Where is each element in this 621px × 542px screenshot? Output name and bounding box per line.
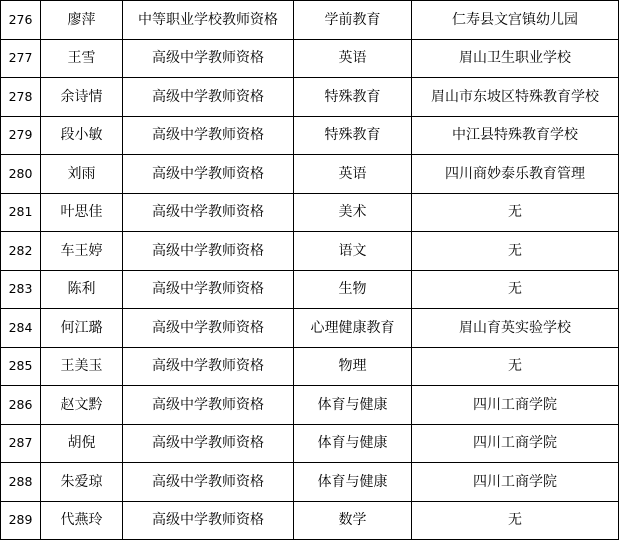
subject-cell: 心理健康教育	[294, 309, 412, 348]
table-row	[1, 193, 619, 232]
workplace-cell: 四川工商学院	[412, 463, 619, 502]
serial-number-cell: 286	[1, 386, 41, 425]
qualification-cell: 高级中学教师资格	[123, 309, 294, 348]
subject-cell: 语文	[294, 232, 412, 271]
subject-cell: 英语	[294, 39, 412, 78]
table-row	[1, 386, 619, 425]
serial-number-cell: 281	[1, 193, 41, 232]
subject-cell: 体育与健康	[294, 424, 412, 463]
workplace-cell: 中江县特殊教育学校	[412, 116, 619, 155]
serial-number-cell: 276	[1, 1, 41, 40]
serial-number-cell: 282	[1, 232, 41, 271]
table-row	[1, 116, 619, 155]
workplace-cell: 无	[412, 347, 619, 386]
qualification-cell: 高级中学教师资格	[123, 193, 294, 232]
workplace-cell: 无	[412, 193, 619, 232]
table-row	[1, 1, 619, 40]
qualification-cell: 高级中学教师资格	[123, 424, 294, 463]
table-row	[1, 347, 619, 386]
workplace-cell: 四川商妙泰乐教育管理	[412, 155, 619, 194]
serial-number-cell: 280	[1, 155, 41, 194]
name-cell: 王雪	[41, 39, 123, 78]
serial-number-cell: 285	[1, 347, 41, 386]
subject-cell: 特殊教育	[294, 116, 412, 155]
workplace-cell: 眉山卫生职业学校	[412, 39, 619, 78]
name-cell: 叶思佳	[41, 193, 123, 232]
workplace-cell: 眉山育英实验学校	[412, 309, 619, 348]
serial-number-cell: 278	[1, 78, 41, 117]
subject-cell: 体育与健康	[294, 463, 412, 502]
name-cell: 赵文黔	[41, 386, 123, 425]
name-cell: 廖萍	[41, 1, 123, 40]
serial-number-cell: 288	[1, 463, 41, 502]
table-row	[1, 424, 619, 463]
qualification-cell: 高级中学教师资格	[123, 78, 294, 117]
subject-cell: 美术	[294, 193, 412, 232]
serial-number-cell: 283	[1, 270, 41, 309]
workplace-cell: 眉山市东坡区特殊教育学校	[412, 78, 619, 117]
name-cell: 刘雨	[41, 155, 123, 194]
workplace-cell: 仁寿县文宫镇幼儿园	[412, 1, 619, 40]
name-cell: 段小敏	[41, 116, 123, 155]
table-row	[1, 270, 619, 309]
subject-cell: 物理	[294, 347, 412, 386]
table-row	[1, 155, 619, 194]
subject-cell: 学前教育	[294, 1, 412, 40]
workplace-cell: 四川工商学院	[412, 424, 619, 463]
table-row	[1, 463, 619, 502]
table-row	[1, 501, 619, 540]
qualification-cell: 高级中学教师资格	[123, 116, 294, 155]
qualification-cell: 高级中学教师资格	[123, 463, 294, 502]
name-cell: 胡倪	[41, 424, 123, 463]
qualification-cell: 高级中学教师资格	[123, 39, 294, 78]
name-cell: 陈利	[41, 270, 123, 309]
subject-cell: 数学	[294, 501, 412, 540]
workplace-cell: 无	[412, 270, 619, 309]
name-cell: 王美玉	[41, 347, 123, 386]
serial-number-cell: 289	[1, 501, 41, 540]
qualification-cell: 高级中学教师资格	[123, 270, 294, 309]
qualification-cell: 高级中学教师资格	[123, 386, 294, 425]
qualification-cell: 高级中学教师资格	[123, 232, 294, 271]
subject-cell: 英语	[294, 155, 412, 194]
qualification-cell: 高级中学教师资格	[123, 347, 294, 386]
serial-number-cell: 279	[1, 116, 41, 155]
serial-number-cell: 284	[1, 309, 41, 348]
workplace-cell: 无	[412, 501, 619, 540]
subject-cell: 特殊教育	[294, 78, 412, 117]
table-row	[1, 232, 619, 271]
name-cell: 车王婷	[41, 232, 123, 271]
name-cell: 何江璐	[41, 309, 123, 348]
name-cell: 代燕玲	[41, 501, 123, 540]
subject-cell: 生物	[294, 270, 412, 309]
table-row	[1, 39, 619, 78]
workplace-cell: 无	[412, 232, 619, 271]
qualification-cell: 中等职业学校教师资格	[123, 1, 294, 40]
serial-number-cell: 287	[1, 424, 41, 463]
serial-number-cell: 277	[1, 39, 41, 78]
workplace-cell: 四川工商学院	[412, 386, 619, 425]
qualification-cell: 高级中学教师资格	[123, 501, 294, 540]
table-row	[1, 309, 619, 348]
table-row	[1, 78, 619, 117]
qualification-cell: 高级中学教师资格	[123, 155, 294, 194]
name-cell: 朱爱琼	[41, 463, 123, 502]
subject-cell: 体育与健康	[294, 386, 412, 425]
name-cell: 余诗情	[41, 78, 123, 117]
